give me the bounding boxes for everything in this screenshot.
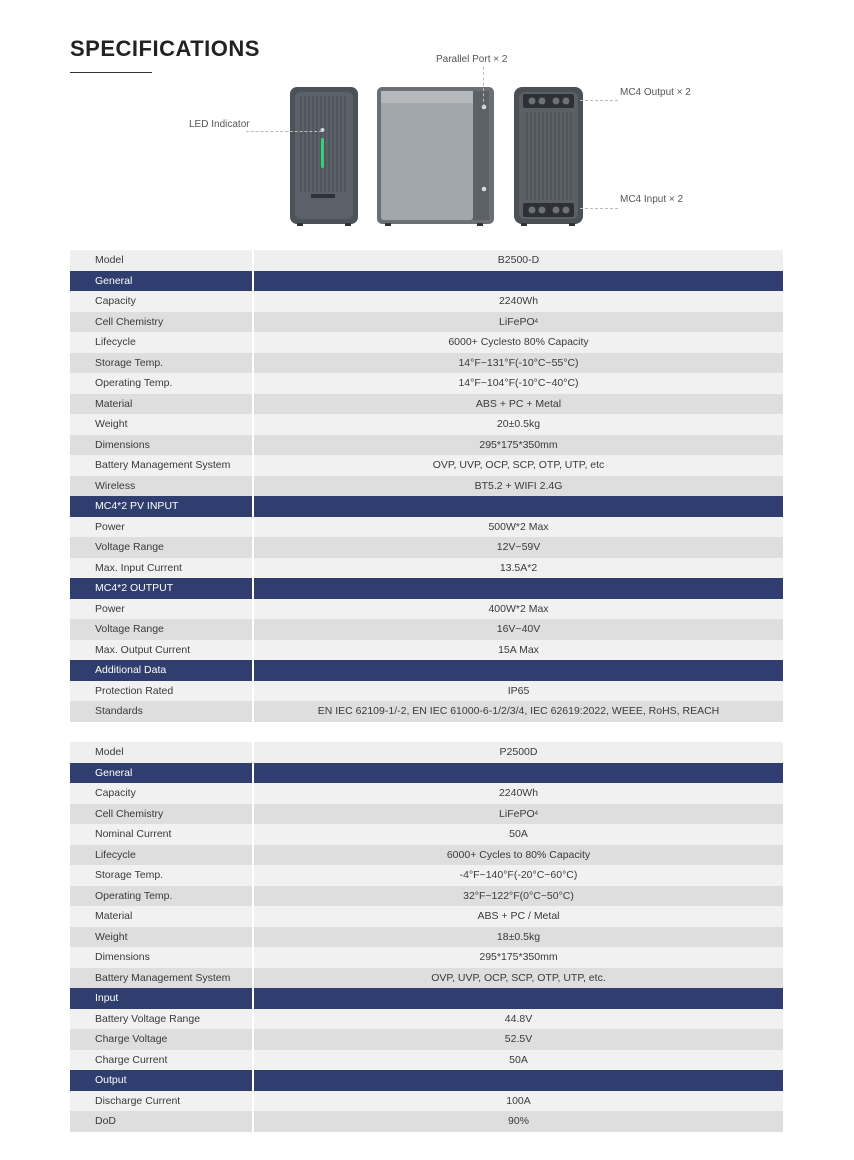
table-row bbox=[70, 394, 783, 415]
spec-value bbox=[254, 763, 783, 784]
spec-label: Model bbox=[70, 742, 252, 763]
spec-value: 295*175*350mm bbox=[254, 947, 783, 968]
table-row bbox=[70, 824, 783, 845]
table-row bbox=[70, 886, 783, 907]
spec-value: LiFePO 4 bbox=[254, 312, 783, 333]
table-row bbox=[70, 947, 783, 968]
spec-label: Weight bbox=[70, 927, 252, 948]
spec-value: LiFePO 4 bbox=[254, 804, 783, 825]
spec-label: Lifecycle bbox=[70, 332, 252, 353]
spec-value: 90% bbox=[254, 1111, 783, 1132]
spec-value: 50A bbox=[254, 824, 783, 845]
spec-label: Operating Temp. bbox=[70, 886, 252, 907]
spec-value bbox=[254, 271, 783, 292]
spec-label: Charge Voltage bbox=[70, 1029, 252, 1050]
spec-value: ABS + PC + Metal bbox=[254, 394, 783, 415]
table-row bbox=[70, 312, 783, 333]
section-header-row bbox=[70, 578, 783, 599]
table-row bbox=[70, 332, 783, 353]
spec-value: OVP, UVP, OCP, SCP, OTP, UTP, etc bbox=[254, 455, 783, 476]
table-row bbox=[70, 373, 783, 394]
table-row bbox=[70, 558, 783, 579]
spec-value: B2500-D bbox=[254, 250, 783, 271]
spec-value: P2500D bbox=[254, 742, 783, 763]
table-row bbox=[70, 783, 783, 804]
spec-value: 20±0.5kg bbox=[254, 414, 783, 435]
spec-value: 6000+ Cyclesto 80% Capacity bbox=[254, 332, 783, 353]
spec-label: Material bbox=[70, 394, 252, 415]
spec-value: -4°F~140°F(-20°C~60°C) bbox=[254, 865, 783, 886]
table-row bbox=[70, 599, 783, 620]
side-view-device bbox=[377, 87, 494, 226]
led-indicator-callout: LED Indicator bbox=[189, 119, 250, 130]
mc4-output-callout: MC4 Output × 2 bbox=[620, 87, 691, 98]
spec-label: MC4*2 OUTPUT bbox=[70, 578, 252, 599]
spec-label: Max. Input Current bbox=[70, 558, 252, 579]
table-row bbox=[70, 1111, 783, 1132]
table-row bbox=[70, 1091, 783, 1112]
back-view-device bbox=[514, 87, 583, 226]
table-row bbox=[70, 476, 783, 497]
spec-value: BT5.2 + WIFI 2.4G bbox=[254, 476, 783, 497]
spec-label: Max. Output Current bbox=[70, 640, 252, 661]
spec-label: Wireless bbox=[70, 476, 252, 497]
section-header-row bbox=[70, 988, 783, 1009]
mc4-input-callout: MC4 Input × 2 bbox=[620, 194, 684, 205]
table-row bbox=[70, 619, 783, 640]
table-row bbox=[70, 804, 783, 825]
table-row bbox=[70, 435, 783, 456]
spec-label: Lifecycle bbox=[70, 845, 252, 866]
spec-value: 100A bbox=[254, 1091, 783, 1112]
spec-label: Nominal Current bbox=[70, 824, 252, 845]
spec-label: Capacity bbox=[70, 291, 252, 312]
spec-label: Dimensions bbox=[70, 947, 252, 968]
spec-label: Output bbox=[70, 1070, 252, 1091]
spec-value: 2240Wh bbox=[254, 291, 783, 312]
spec-value: IP65 bbox=[254, 681, 783, 702]
table-row bbox=[70, 291, 783, 312]
spec-label: General bbox=[70, 271, 252, 292]
spec-value: 2240Wh bbox=[254, 783, 783, 804]
table-row bbox=[70, 1050, 783, 1071]
page-title: SPECIFICATIONS bbox=[70, 36, 260, 61]
spec-label: Voltage Range bbox=[70, 537, 252, 558]
spec-value bbox=[254, 1070, 783, 1091]
spec-value: 13.5A*2 bbox=[254, 558, 783, 579]
table-row bbox=[70, 537, 783, 558]
spec-value: 32°F~122°F(0°C~50°C) bbox=[254, 886, 783, 907]
spec-value: 500W*2 Max bbox=[254, 517, 783, 538]
spec-value bbox=[254, 660, 783, 681]
spec-label: Dimensions bbox=[70, 435, 252, 456]
spec-value bbox=[254, 988, 783, 1009]
spec-value: 18±0.5kg bbox=[254, 927, 783, 948]
section-header-row bbox=[70, 1070, 783, 1091]
section-header-row bbox=[70, 271, 783, 292]
section-header-row bbox=[70, 763, 783, 784]
spec-value: OVP, UVP, OCP, SCP, OTP, UTP, etc. bbox=[254, 968, 783, 989]
spec-label: Cell Chemistry bbox=[70, 804, 252, 825]
spec-value bbox=[254, 496, 783, 517]
spec-table-b2500d bbox=[70, 250, 783, 722]
spec-label: MC4*2 PV INPUT bbox=[70, 496, 252, 517]
spec-table-p2500d bbox=[70, 742, 783, 1132]
table-row bbox=[70, 906, 783, 927]
mc4-output-leader-line bbox=[580, 100, 618, 101]
spec-value: 12V~59V bbox=[254, 537, 783, 558]
product-illustration bbox=[285, 84, 590, 230]
spec-label: Voltage Range bbox=[70, 619, 252, 640]
spec-label: Additional Data bbox=[70, 660, 252, 681]
led-leader-line bbox=[246, 131, 322, 132]
table-row bbox=[70, 414, 783, 435]
table-row bbox=[70, 1009, 783, 1030]
spec-label: Battery Management System bbox=[70, 968, 252, 989]
spec-label: Discharge Current bbox=[70, 1091, 252, 1112]
spec-label: Input bbox=[70, 988, 252, 1009]
model-row bbox=[70, 742, 783, 763]
spec-label: Protection Rated bbox=[70, 681, 252, 702]
spec-label: Battery Voltage Range bbox=[70, 1009, 252, 1030]
parallel-port-callout: Parallel Port × 2 bbox=[436, 54, 508, 65]
model-row bbox=[70, 250, 783, 271]
spec-label: Storage Temp. bbox=[70, 353, 252, 374]
table-row bbox=[70, 845, 783, 866]
spec-label: DoD bbox=[70, 1111, 252, 1132]
spec-label: Charge Current bbox=[70, 1050, 252, 1071]
table-row bbox=[70, 681, 783, 702]
table-row bbox=[70, 353, 783, 374]
spec-value: ABS + PC / Metal bbox=[254, 906, 783, 927]
spec-label: Material bbox=[70, 906, 252, 927]
parallel-leader-line bbox=[483, 67, 484, 107]
spec-label: General bbox=[70, 763, 252, 784]
table-row bbox=[70, 968, 783, 989]
title-underline bbox=[70, 72, 152, 73]
spec-label: Cell Chemistry bbox=[70, 312, 252, 333]
spec-value: EN IEC 62109-1/-2, EN IEC 61000-6-1/2/3/4, IEC 62619:2022, WEEE, RoHS, REACH bbox=[254, 701, 783, 722]
front-view-device bbox=[290, 87, 358, 226]
spec-value: 52.5V bbox=[254, 1029, 783, 1050]
table-row bbox=[70, 865, 783, 886]
section-header-row bbox=[70, 660, 783, 681]
spec-label: Capacity bbox=[70, 783, 252, 804]
table-row bbox=[70, 455, 783, 476]
mc4-input-leader-line bbox=[580, 208, 618, 209]
spec-label: Battery Management System bbox=[70, 455, 252, 476]
spec-value: 15A Max bbox=[254, 640, 783, 661]
spec-value: 44.8V bbox=[254, 1009, 783, 1030]
spec-label: Operating Temp. bbox=[70, 373, 252, 394]
spec-label: Power bbox=[70, 517, 252, 538]
table-row bbox=[70, 640, 783, 661]
spec-label: Model bbox=[70, 250, 252, 271]
spec-value: 14°F~131°F(-10°C~55°C) bbox=[254, 353, 783, 374]
spec-label: Storage Temp. bbox=[70, 865, 252, 886]
table-row bbox=[70, 517, 783, 538]
table-row bbox=[70, 927, 783, 948]
table-row bbox=[70, 1029, 783, 1050]
spec-label: Weight bbox=[70, 414, 252, 435]
spec-value: 50A bbox=[254, 1050, 783, 1071]
spec-value: 400W*2 Max bbox=[254, 599, 783, 620]
spec-value: 6000+ Cycles to 80% Capacity bbox=[254, 845, 783, 866]
spec-value: 14°F~104°F(-10°C~40°C) bbox=[254, 373, 783, 394]
spec-label: Standards bbox=[70, 701, 252, 722]
section-header-row bbox=[70, 496, 783, 517]
spec-label: Power bbox=[70, 599, 252, 620]
spec-value bbox=[254, 578, 783, 599]
table-row bbox=[70, 701, 783, 722]
spec-value: 295*175*350mm bbox=[254, 435, 783, 456]
spec-value: 16V~40V bbox=[254, 619, 783, 640]
